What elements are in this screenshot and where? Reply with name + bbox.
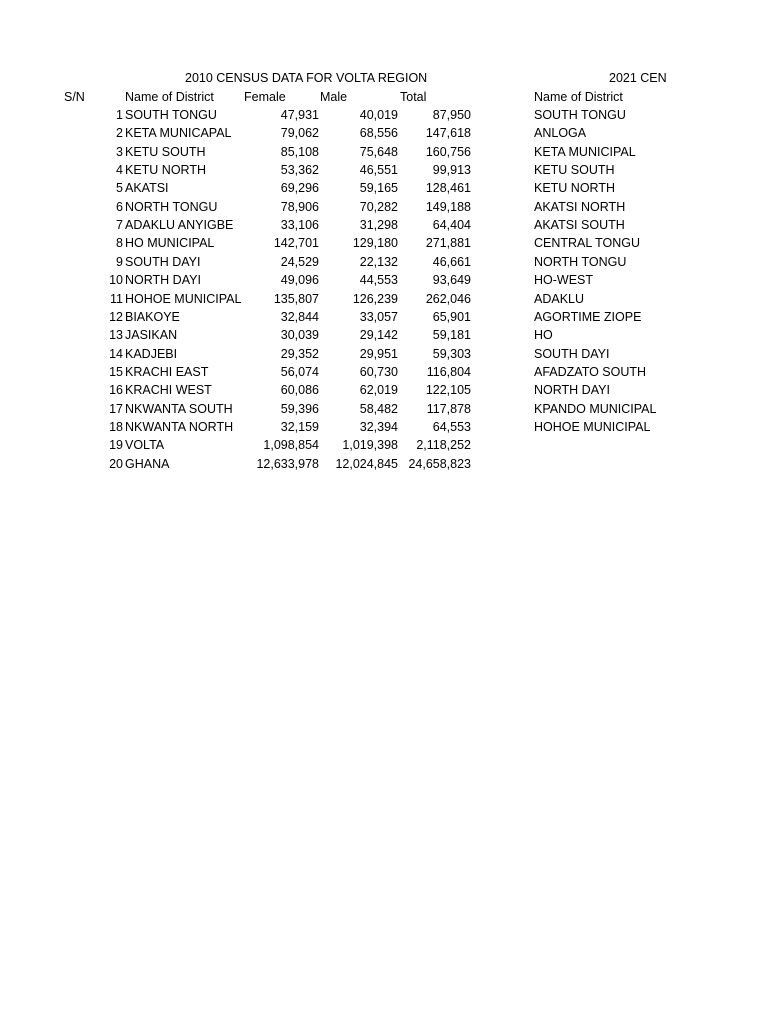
row-total: 46,661 — [432, 254, 471, 269]
row-district-name: VOLTA — [125, 438, 165, 453]
row-total: 149,188 — [425, 199, 471, 214]
row-sn: 6 — [116, 199, 123, 214]
row-male: 29,951 — [359, 346, 398, 361]
row-female: 56,074 — [280, 364, 319, 379]
row-district-name-2021: KETA MUNICIPAL — [534, 144, 636, 159]
row-sn: 12 — [109, 309, 123, 324]
table-row-2021 — [0, 291, 768, 309]
row-sn: 13 — [109, 328, 123, 343]
row-district-name-2021: ANLOGA — [534, 126, 587, 141]
table-row-2021 — [0, 235, 768, 253]
row-district-name: NORTH TONGU — [125, 199, 218, 214]
row-total: 122,105 — [425, 383, 471, 398]
row-total: 59,181 — [432, 328, 471, 343]
row-total: 117,878 — [426, 401, 471, 416]
row-district-name: HO MUNICIPAL — [125, 236, 215, 251]
row-sn: 10 — [109, 273, 123, 288]
row-sn: 19 — [109, 438, 123, 453]
row-sn: 4 — [116, 163, 123, 178]
row-sn: 17 — [109, 401, 123, 416]
table-row-2021 — [0, 346, 768, 364]
table-row-2021 — [0, 107, 768, 125]
title-2010: 2010 CENSUS DATA FOR VOLTA REGION — [185, 71, 428, 85]
row-sn: 3 — [116, 144, 123, 159]
table-row-2021 — [0, 180, 768, 198]
row-district-name-2021: KETU NORTH — [534, 181, 616, 196]
row-sn: 15 — [109, 364, 123, 379]
row-female: 53,362 — [280, 163, 319, 178]
row-district-name: JASIKAN — [125, 328, 178, 343]
row-district-name-2021: CENTRAL TONGU — [534, 236, 641, 251]
row-female: 135,807 — [273, 291, 319, 306]
header-female: Female — [244, 90, 286, 104]
row-district-name: KRACHI EAST — [125, 364, 209, 379]
row-female: 30,039 — [280, 328, 319, 343]
row-female: 49,096 — [280, 273, 319, 288]
row-district-name-2021: HO-WEST — [534, 273, 594, 288]
row-district-name-2021: KETU SOUTH — [534, 163, 615, 178]
row-total: 65,901 — [432, 309, 471, 324]
row-male: 12,024,845 — [335, 456, 398, 471]
row-male: 29,142 — [359, 328, 398, 343]
row-sn: 18 — [109, 419, 123, 434]
header-total: Total — [400, 90, 427, 104]
table-row-2021 — [0, 272, 768, 290]
row-total: 87,950 — [432, 108, 471, 122]
row-sn: 1 — [116, 108, 123, 122]
row-district-name: KRACHI WEST — [125, 383, 212, 398]
row-male: 44,553 — [359, 273, 398, 288]
row-sn: 9 — [116, 254, 123, 269]
row-district-name: KETU NORTH — [125, 163, 207, 178]
row-male: 32,394 — [359, 419, 398, 434]
row-district-name-2021: SOUTH DAYI — [534, 346, 610, 361]
row-total: 262,046 — [425, 291, 471, 306]
row-male: 70,282 — [359, 199, 398, 214]
row-male: 68,556 — [359, 126, 398, 141]
row-male: 33,057 — [359, 309, 398, 324]
row-total: 116,804 — [426, 364, 471, 379]
row-district-name-2021: HO — [534, 328, 553, 343]
row-female: 59,396 — [280, 401, 319, 416]
row-district-name: SOUTH TONGU — [125, 108, 217, 122]
row-male: 129,180 — [352, 236, 398, 251]
row-total: 271,881 — [425, 236, 471, 251]
row-district-name: AKATSI — [125, 181, 169, 196]
row-female: 24,529 — [280, 254, 319, 269]
row-sn: 14 — [109, 346, 123, 361]
row-male: 58,482 — [359, 401, 398, 416]
row-district-name-2021: AGORTIME ZIOPE — [534, 309, 642, 324]
row-female: 12,633,978 — [256, 456, 319, 471]
row-male: 60,730 — [359, 364, 398, 379]
row-district-name: SOUTH DAYI — [125, 254, 201, 269]
row-total: 93,649 — [432, 273, 471, 288]
row-total: 147,618 — [425, 126, 471, 141]
row-male: 75,648 — [359, 144, 398, 159]
row-district-name-2021: NORTH DAYI — [534, 383, 610, 398]
table-row-2021 — [0, 254, 768, 272]
table-row-2021 — [0, 309, 768, 327]
header-name: Name of District — [125, 90, 214, 104]
row-district-name-2021: NORTH TONGU — [534, 254, 627, 269]
row-district-name: KADJEBI — [125, 346, 178, 361]
table-row-2021 — [0, 327, 768, 345]
row-female: 1,098,854 — [263, 438, 319, 453]
row-female: 32,844 — [280, 309, 319, 324]
row-female: 29,352 — [280, 346, 319, 361]
table-row-2021 — [0, 382, 768, 400]
row-female: 142,701 — [273, 236, 319, 251]
row-male: 1,019,398 — [342, 438, 398, 453]
row-district-name: NORTH DAYI — [125, 273, 201, 288]
row-sn: 5 — [116, 181, 123, 196]
row-female: 60,086 — [280, 383, 319, 398]
row-female: 47,931 — [280, 108, 319, 122]
row-district-name: GHANA — [125, 456, 170, 471]
row-total: 2,118,252 — [416, 438, 471, 453]
header-name-2021: Name of District — [534, 90, 623, 104]
row-district-name: KETA MUNICAPAL — [125, 126, 232, 141]
row-total: 128,461 — [425, 181, 471, 196]
row-sn: 11 — [110, 291, 123, 306]
row-male: 59,165 — [359, 181, 398, 196]
row-district-name: NKWANTA NORTH — [125, 419, 234, 434]
row-sn: 8 — [116, 236, 123, 251]
row-sn: 2 — [116, 126, 123, 141]
row-district-name-2021: KPANDO MUNICIPAL — [534, 401, 657, 416]
row-district-name-2021: ADAKLU — [534, 291, 585, 306]
row-female: 78,906 — [280, 199, 319, 214]
row-male: 46,551 — [359, 163, 398, 178]
row-female: 32,159 — [280, 419, 319, 434]
row-sn: 7 — [116, 218, 123, 233]
row-district-name-2021: AKATSI SOUTH — [534, 218, 625, 233]
table-row-2021 — [0, 419, 768, 437]
row-total: 59,303 — [432, 346, 471, 361]
table-row-2021 — [0, 125, 768, 143]
row-male: 126,239 — [352, 291, 398, 306]
table-row-2021 — [0, 162, 768, 180]
table-row — [0, 456, 768, 474]
row-district-name-2021: HOHOE MUNICIPAL — [534, 419, 651, 434]
table-row — [0, 437, 768, 455]
row-female: 79,062 — [280, 126, 319, 141]
row-female: 69,296 — [280, 181, 319, 196]
row-total: 64,404 — [432, 218, 471, 233]
row-male: 62,019 — [359, 383, 398, 398]
row-male: 40,019 — [359, 108, 398, 122]
row-district-name-2021: SOUTH TONGU — [534, 108, 626, 122]
row-district-name: KETU SOUTH — [125, 144, 206, 159]
table-row-2021 — [0, 217, 768, 235]
title-2021: 2021 CEN — [609, 71, 667, 85]
header-sn: S/N — [64, 90, 85, 104]
row-district-name: BIAKOYE — [125, 309, 180, 324]
row-male: 31,298 — [359, 218, 398, 233]
row-female: 33,106 — [280, 218, 319, 233]
row-sn: 16 — [109, 383, 123, 398]
table-row-2021 — [0, 401, 768, 419]
row-total: 160,756 — [425, 144, 471, 159]
row-total: 64,553 — [432, 419, 471, 434]
row-female: 85,108 — [280, 144, 319, 159]
row-district-name-2021: AFADZATO SOUTH — [534, 364, 647, 379]
row-male: 22,132 — [359, 254, 398, 269]
row-total: 24,658,823 — [408, 456, 471, 471]
table-row-2021 — [0, 144, 768, 162]
row-district-name: ADAKLU ANYIGBE — [125, 218, 234, 233]
row-district-name: HOHOE MUNICIPAL — [125, 291, 242, 306]
row-district-name-2021: AKATSI NORTH — [534, 199, 626, 214]
row-sn: 20 — [109, 456, 123, 471]
row-district-name: NKWANTA SOUTH — [125, 401, 233, 416]
table-row-2021 — [0, 364, 768, 382]
row-total: 99,913 — [432, 163, 471, 178]
table-row-2021 — [0, 199, 768, 217]
header-male: Male — [320, 90, 348, 104]
